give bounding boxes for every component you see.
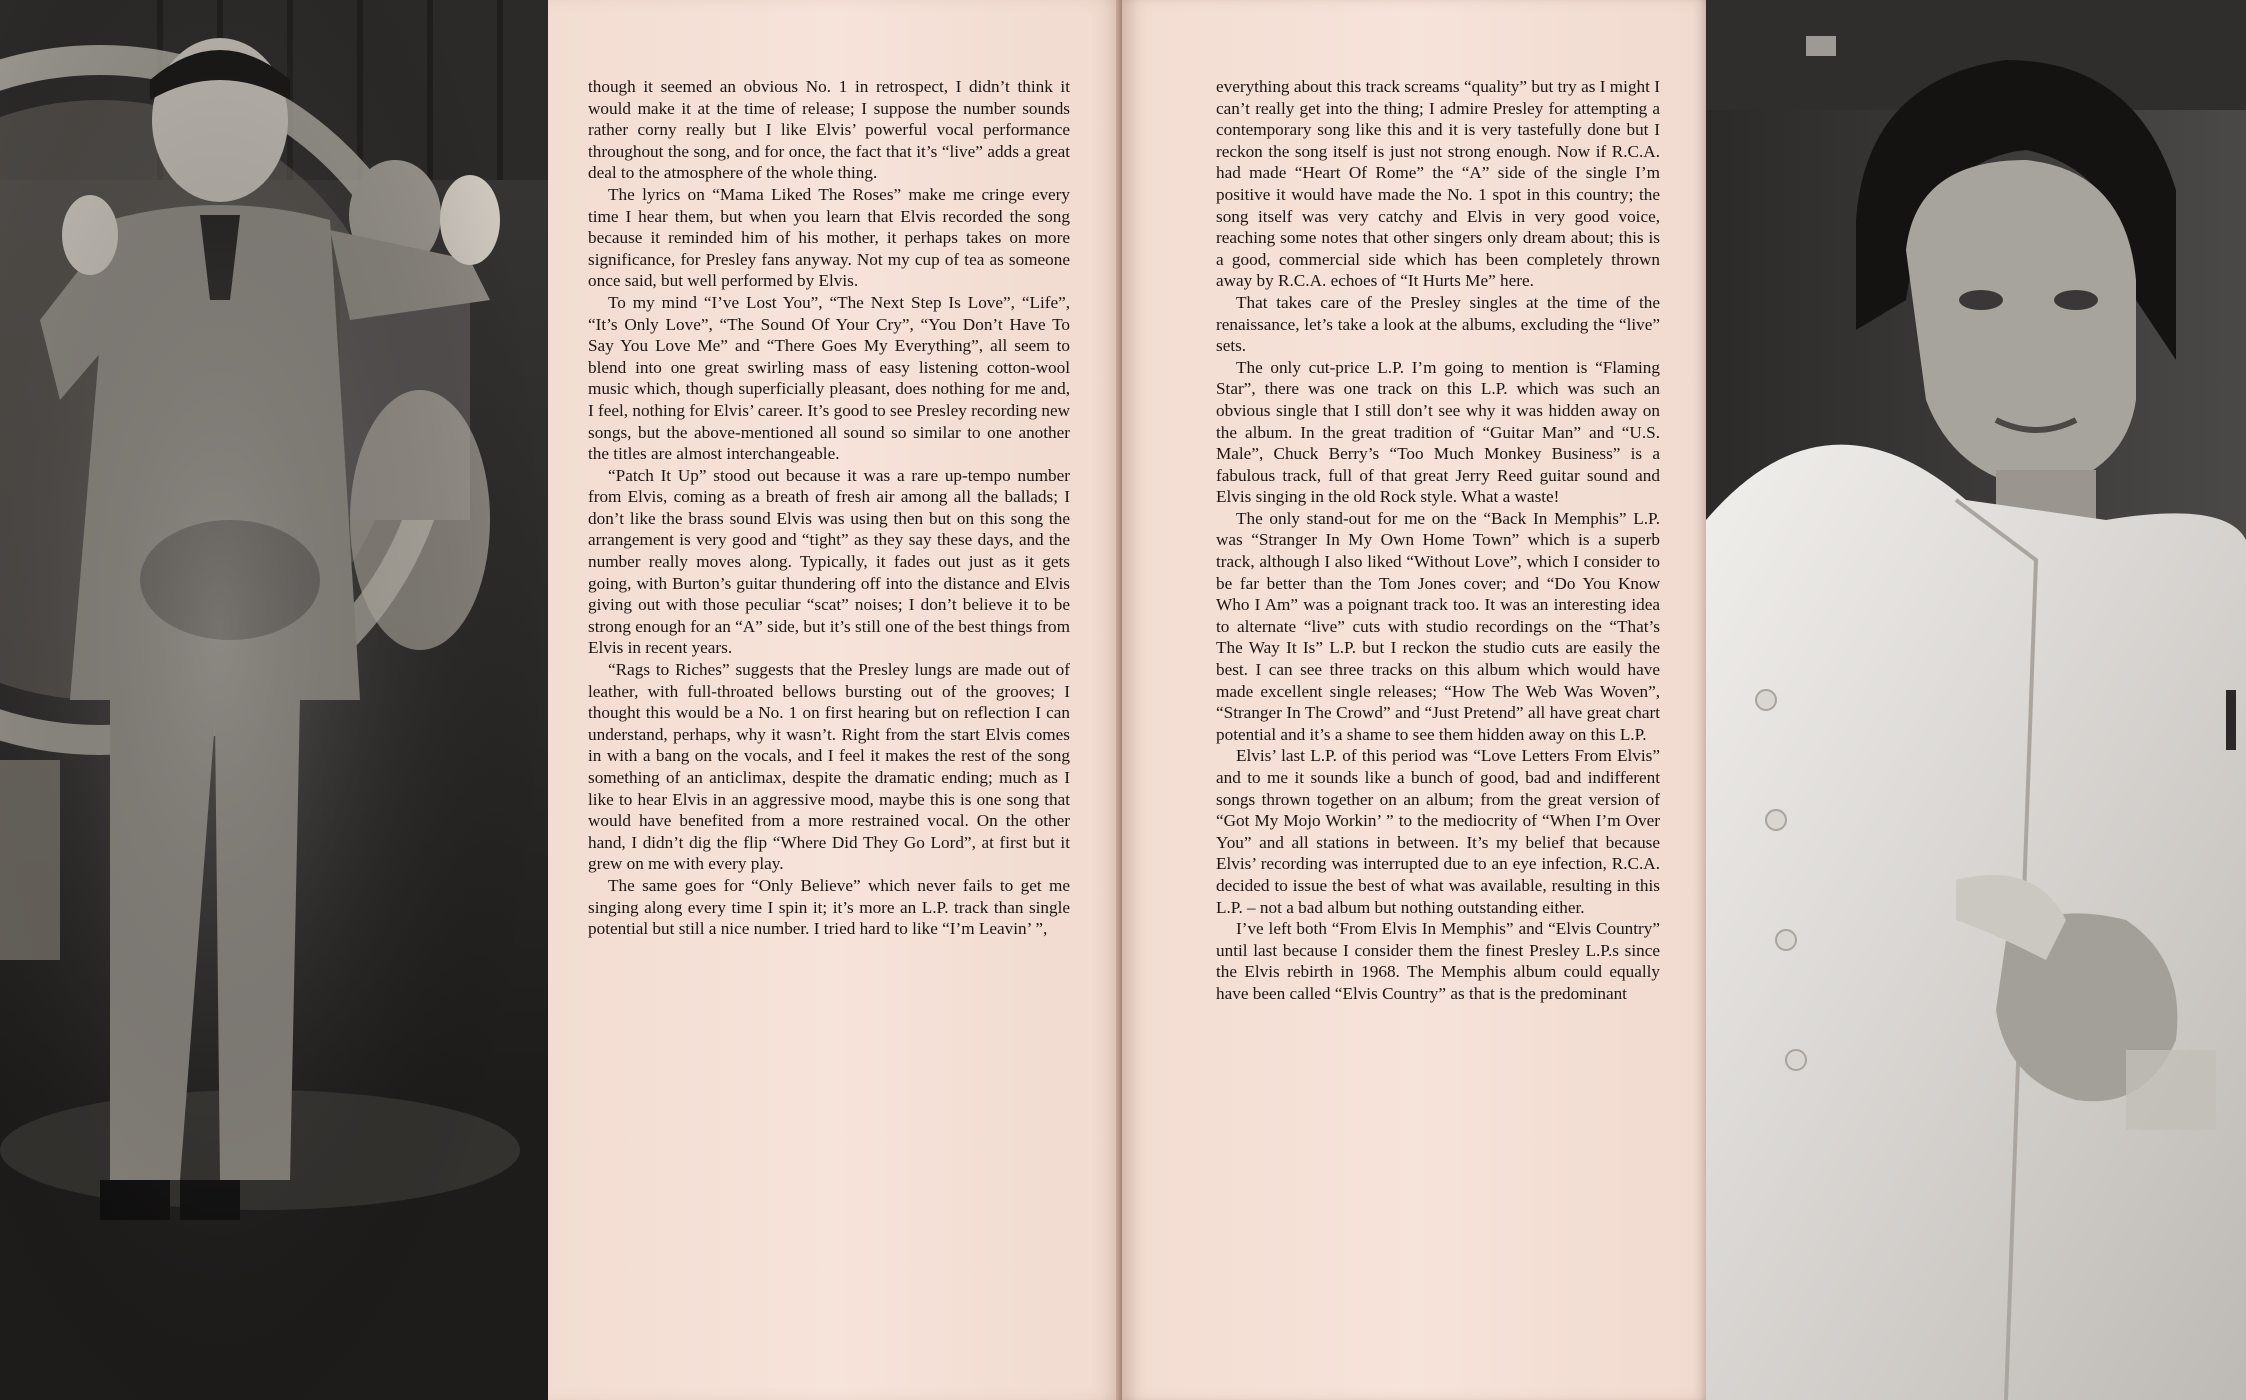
article-column-right (1216, 76, 1660, 1005)
paragraph: The same goes for “Only Believe” which never fails to get me singing along every time I spin it; it’s more an L.P. track than single potential but still a nice number. I tried hard to like “I’m Leavin’ ”, (588, 875, 1070, 939)
photo-performer-white-coat (1706, 0, 2246, 1400)
paragraph: The only stand-out for me on the “Back In Memphis” L.P. was “Stranger In My Own Home Town” which is a superb track, although I also liked “Without Love”, which I consider to be far better than the Tom Jones cover; and “Do You Know Who I Am” was a poignant track too. It was an interesting idea to alternate “live” cuts with studio recordings on the “That’s The Way It Is” L.P. but I reckon the studio cuts are easily the best. I can see three tracks on this album which would have made excellent single releases; “How The Web Was Woven”, “Stranger In The Crowd” and “Just Pretend” all have great chart potential and it’s a shame to see them hidden away on this L.P. (1216, 508, 1660, 744)
paragraph: That takes care of the Presley singles at the time of the renaissance, let’s take a look at the albums, excluding the “live” sets. (1216, 292, 1660, 356)
paragraph: I’ve left both “From Elvis In Memphis” and “Elvis Country” until last because I consider them the finest Presley L.P.s since the Elvis rebirth in 1968. The Memphis album could equally have been called “Elvis Country” as that is the predominant (1216, 919, 1660, 1003)
article-page-left (548, 0, 1122, 1400)
paragraph: “Patch It Up” stood out because it was a rare up-tempo number from Elvis, coming as a breath of fresh air among all the ballads; I don’t like the brass sound Elvis was using then but on this song the arrangement is very good and “tight” as they say these days, and the number really moves along. Typically, it fades out just as it gets going, with Burton’s guitar thundering off into the distance and Elvis giving out with those peculiar “scat” noises; I don’t believe it to be strong enough for an “A” side, but it’s still one of the best things from Elvis in recent years. (588, 465, 1070, 658)
photo-elvis-uniform-icon (0, 0, 548, 1400)
paragraph: The only cut-price L.P. I’m going to mention is “Flaming Star”, there was one track on this L.P. which was such an obvious single that I still don’t see why it was hidden away on the album. In the great tradition of “Guitar Man” and “U.S. Male”, Chuck Berry’s “Too Much Monkey Business” is a fabulous track, full of that great Jerry Reed guitar sound and Elvis singing in the old Rock style. What a waste! (1216, 357, 1660, 507)
paragraph: Elvis’ last L.P. of this period was “Love Letters From Elvis” and to me it sounds like a bunch of good, bad and indifferent songs thrown together on an album; from the great version of “Got My Mojo Workin’ ” to the mediocrity of “When I’m Over You” and all stations in between. It’s my belief that because Elvis’ recording was interrupted due to an eye infection, R.C.A. decided to issue the best of what was available, resulting in this L.P. – not a bad album but nothing outstanding either. (1216, 746, 1660, 917)
paragraph: everything about this track screams “quality” but try as I might I can’t really get into the thing; I admire Presley for attempting a contemporary song like this and it is very tastefully done but I reckon the song itself is just not strong enough. Now if R.C.A. had made “Heart Of Rome” the “A” side of the single I’m positive it would have made the No. 1 spot in this country; the song itself was very catchy and Elvis in very good voice, reaching some notes that other singers only dream about; this is a good, commercial side which has been completely thrown away by R.C.A. echoes of “It Hurts Me” here. (1216, 77, 1660, 291)
article-page-right (1122, 0, 1706, 1400)
paragraph: though it seemed an obvious No. 1 in retrospect, I didn’t think it would make it at the time of release; I suppose the number sounds rather corny really but I like Elvis’ powerful vocal performance throughout the song, and for once, the fact that it’s “live” adds a great deal to the atmosphere of the whole thing. (588, 77, 1070, 183)
article-column-left (588, 76, 1070, 940)
photo-performer-uniform (0, 0, 548, 1400)
photo-elvis-white-coat-icon (1706, 0, 2246, 1400)
paragraph: The lyrics on “Mama Liked The Roses” make me cringe every time I hear them, but when you learn that Elvis recorded the song because it reminded him of his mother, it perhaps takes on more significance, for Presley fans anyway. Not my cup of tea as someone once said, but well performed by Elvis. (588, 184, 1070, 291)
paragraph: “Rags to Riches” suggests that the Presley lungs are made out of leather, with full-throated bellows bursting out of the grooves; I thought this would be a No. 1 on first hearing but on reflection I can understand, perhaps, why it wasn’t. Right from the start Elvis comes in with a bang on the vocals, and I feel it makes the rest of the song something of an anticlimax, despite the dramatic ending; much as I like to hear Elvis in an aggressive mood, maybe this is one song that would have benefited from a more restrained vocal. On the other hand, I didn’t dig the flip “Where Did They Go Lord”, at first but it grew on me with every play. (588, 660, 1070, 874)
paragraph: To my mind “I’ve Lost You”, “The Next Step Is Love”, “Life”, “It’s Only Love”, “The Sound Of Your Cry”, “You Don’t Have To Say You Love Me” and “There Goes My Everything”, all seem to blend into one great swirling mass of easy listening cotton-wool music which, though superficially pleasant, does nothing for me and, I feel, nothing for Elvis’ career. It’s good to see Presley recording new songs, but the above-mentioned all sound so similar to one another the titles are almost interchangeable. (588, 292, 1070, 464)
